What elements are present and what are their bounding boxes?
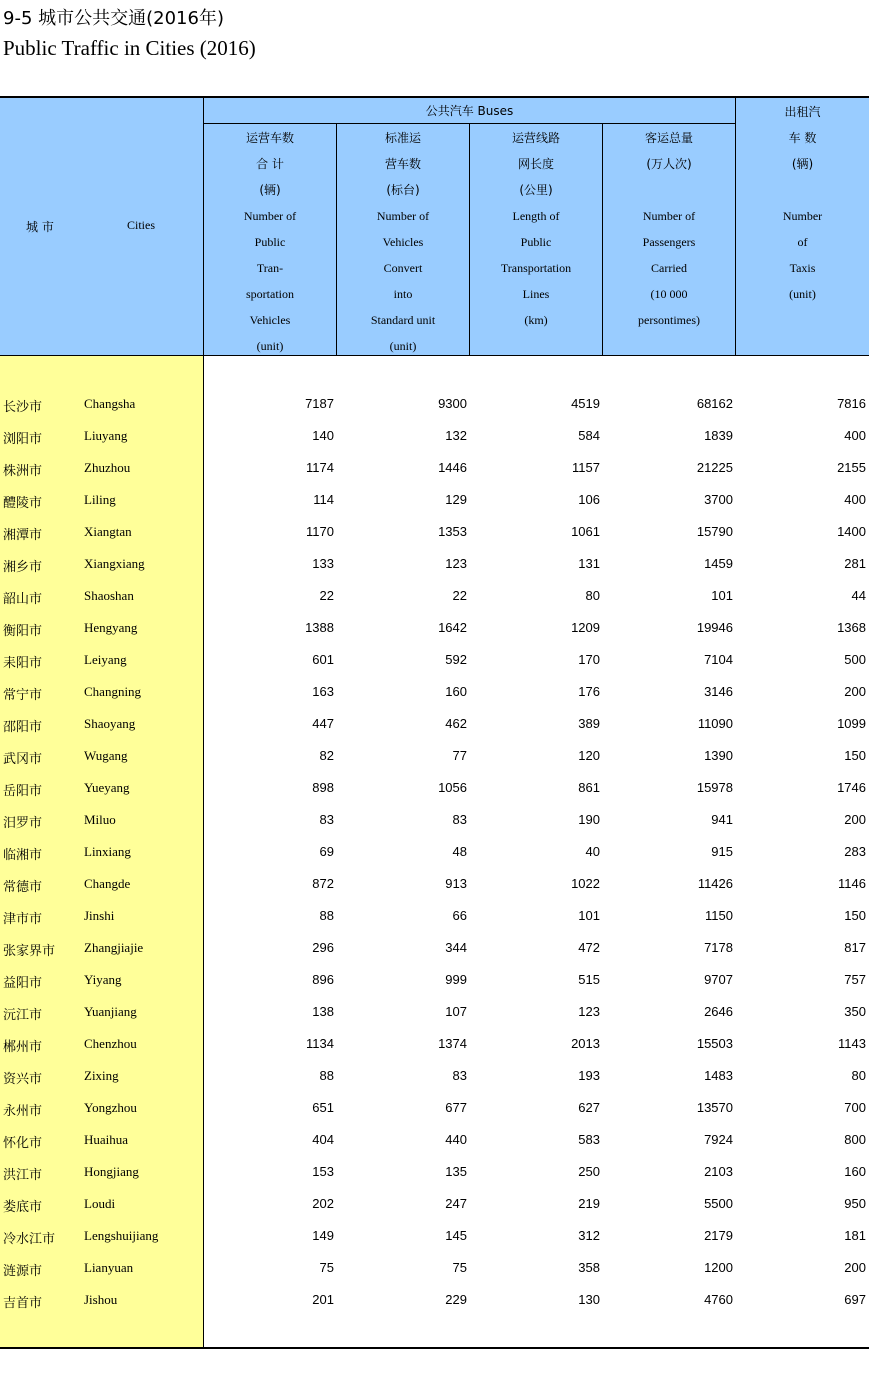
line-length-cell: 190 xyxy=(578,812,600,827)
city-name-cn: 常德市 xyxy=(3,880,43,895)
table-row xyxy=(0,645,869,677)
table-row xyxy=(0,837,869,869)
city-name-en: Zhangjiajie xyxy=(84,940,144,955)
line-length-cell: 80 xyxy=(585,588,600,603)
city-name-en: Zixing xyxy=(84,1068,119,1083)
table-row xyxy=(0,1093,869,1125)
table-row xyxy=(0,1061,869,1093)
header-line: (标台) xyxy=(386,183,420,197)
header-line: 标准运 xyxy=(384,131,421,145)
table-row xyxy=(0,485,869,517)
header-line: persontimes) xyxy=(638,313,700,327)
line-length-cell: 627 xyxy=(578,1100,600,1115)
passengers-cell: 1200 xyxy=(704,1260,733,1275)
city-name-en: Xiangxiang xyxy=(84,556,145,571)
standard-vehicles-cell: 107 xyxy=(445,1004,467,1019)
header-divider xyxy=(735,98,736,356)
city-name-cn: 常宁市 xyxy=(3,688,43,703)
header-line: sportation xyxy=(246,287,294,301)
city-name-en: Shaoshan xyxy=(84,588,134,603)
standard-vehicles-cell: 83 xyxy=(452,812,467,827)
header-line: Public xyxy=(254,235,286,249)
city-name-cn: 洪江市 xyxy=(3,1168,43,1183)
standard-vehicles-cell: 77 xyxy=(452,748,467,763)
vehicles-cell: 447 xyxy=(312,716,334,731)
city-name-cn: 冷水江市 xyxy=(3,1232,56,1247)
header-line: Number of xyxy=(376,209,430,223)
vehicles-cell: 1134 xyxy=(306,1036,334,1051)
table-header xyxy=(0,96,869,356)
city-name-cn: 津市市 xyxy=(3,912,43,927)
standard-vehicles-cell: 132 xyxy=(445,428,467,443)
city-name-en: Zhuzhou xyxy=(84,460,131,475)
table-bottom-rule xyxy=(0,1347,869,1349)
standard-vehicles-cell: 462 xyxy=(445,716,467,731)
table-row xyxy=(0,421,869,453)
header-line: Carried xyxy=(651,261,687,275)
city-name-en: Liuyang xyxy=(84,428,128,443)
vehicles-cell: 1174 xyxy=(306,460,334,475)
taxis-cell: 200 xyxy=(844,812,866,827)
header-line: (辆) xyxy=(791,157,814,171)
city-name-en: Xiangtan xyxy=(84,524,132,539)
taxis-cell: 400 xyxy=(844,428,866,443)
city-name-en: Leiyang xyxy=(84,652,127,667)
passengers-cell: 2103 xyxy=(704,1164,733,1179)
city-name-cn: 吉首市 xyxy=(3,1296,43,1311)
city-name-en: Wugang xyxy=(84,748,128,763)
line-length-cell: 358 xyxy=(578,1260,600,1275)
vehicles-cell: 133 xyxy=(312,556,334,571)
city-name-cn: 醴陵市 xyxy=(3,496,43,511)
passengers-cell: 3700 xyxy=(704,492,733,507)
city-name-cn: 岳阳市 xyxy=(3,784,43,799)
standard-vehicles-cell: 1446 xyxy=(438,460,467,475)
line-length-cell: 1209 xyxy=(571,620,600,635)
vehicles-cell: 404 xyxy=(312,1132,334,1147)
header-line: Length of xyxy=(512,209,560,223)
vehicles-cell: 202 xyxy=(312,1196,334,1211)
header-line xyxy=(603,177,735,203)
line-length-cell: 176 xyxy=(578,684,600,699)
city-name-en: Jinshi xyxy=(84,908,115,923)
standard-vehicles-cell: 592 xyxy=(445,652,467,667)
taxis-cell: 500 xyxy=(844,652,866,667)
standard-vehicles-cell: 9300 xyxy=(438,396,467,411)
standard-vehicles-cell: 1642 xyxy=(438,620,467,635)
passengers-cell: 101 xyxy=(711,588,733,603)
standard-vehicles-cell: 677 xyxy=(445,1100,467,1115)
header-city-en: Cities xyxy=(127,218,156,232)
standard-vehicles-cell: 123 xyxy=(445,556,467,571)
line-length-cell: 584 xyxy=(578,428,600,443)
table-row xyxy=(0,613,869,645)
table-row xyxy=(0,997,869,1029)
vehicles-cell: 75 xyxy=(319,1260,334,1275)
table-row xyxy=(0,1253,869,1285)
city-name-en: Changsha xyxy=(84,396,136,411)
taxis-cell: 1143 xyxy=(838,1036,866,1051)
header-divider xyxy=(602,124,603,356)
standard-vehicles-cell: 999 xyxy=(445,972,467,987)
vehicles-cell: 896 xyxy=(312,972,334,987)
line-length-cell: 131 xyxy=(578,556,600,571)
passengers-cell: 7178 xyxy=(704,940,733,955)
header-city-cn: 城 市 xyxy=(26,220,54,234)
vehicles-cell: 7187 xyxy=(305,396,334,411)
header-line: Standard unit xyxy=(370,313,436,327)
table-row xyxy=(0,389,869,421)
vehicles-cell: 138 xyxy=(312,1004,334,1019)
line-length-cell: 193 xyxy=(578,1068,600,1083)
passengers-cell: 5500 xyxy=(704,1196,733,1211)
vehicles-cell: 114 xyxy=(313,492,334,507)
table-row xyxy=(0,517,869,549)
line-length-cell: 170 xyxy=(578,652,600,667)
line-length-cell: 515 xyxy=(578,972,600,987)
line-length-cell: 389 xyxy=(578,716,600,731)
table-row xyxy=(0,1029,869,1061)
standard-vehicles-cell: 1056 xyxy=(438,780,467,795)
header-line: Taxis xyxy=(789,261,816,275)
city-name-cn: 浏阳市 xyxy=(3,432,43,447)
city-name-en: Huaihua xyxy=(84,1132,129,1147)
city-name-cn: 武冈市 xyxy=(3,752,43,767)
table-row xyxy=(0,901,869,933)
vehicles-cell: 88 xyxy=(319,1068,334,1083)
header-line: 车 数 xyxy=(788,131,817,145)
city-name-en: Yongzhou xyxy=(84,1100,137,1115)
city-name-en: Changde xyxy=(84,876,131,891)
header-line: Lines xyxy=(522,287,550,301)
table-row xyxy=(0,549,869,581)
passengers-cell: 1390 xyxy=(704,748,733,763)
header-col-line-length xyxy=(470,125,602,333)
passengers-cell: 11426 xyxy=(697,876,733,891)
standard-vehicles-cell: 1374 xyxy=(438,1036,467,1051)
taxis-cell: 160 xyxy=(844,1164,866,1179)
standard-vehicles-cell: 913 xyxy=(445,876,467,891)
taxis-cell: 400 xyxy=(844,492,866,507)
passengers-cell: 19946 xyxy=(696,620,733,635)
line-length-cell: 583 xyxy=(578,1132,600,1147)
passengers-cell: 4760 xyxy=(704,1292,733,1307)
header-line: 出租汽 xyxy=(784,105,821,119)
line-length-cell: 1022 xyxy=(571,876,600,891)
city-name-cn: 郴州市 xyxy=(3,1040,43,1055)
passengers-cell: 7104 xyxy=(704,652,733,667)
table-body xyxy=(0,389,869,1317)
header-col-taxis xyxy=(736,99,869,307)
city-name-cn: 衡阳市 xyxy=(3,624,43,639)
city-name-cn: 娄底市 xyxy=(3,1200,43,1215)
line-length-cell: 123 xyxy=(578,1004,600,1019)
header-col-vehicles xyxy=(204,125,336,359)
city-name-cn: 湘乡市 xyxy=(3,560,43,575)
taxis-cell: 200 xyxy=(844,684,866,699)
taxis-cell: 281 xyxy=(844,556,866,571)
page-title-en: Public Traffic in Cities (2016) xyxy=(3,36,256,60)
header-line: 运营线路 xyxy=(511,131,560,145)
city-name-cn: 邵阳市 xyxy=(3,720,43,735)
vehicles-cell: 88 xyxy=(319,908,334,923)
header-line: 运营车数 xyxy=(245,131,294,145)
table-row xyxy=(0,805,869,837)
passengers-cell: 11090 xyxy=(697,716,733,731)
city-name-en: Yuanjiang xyxy=(84,1004,137,1019)
city-name-cn: 益阳市 xyxy=(3,976,43,991)
passengers-cell: 2179 xyxy=(704,1228,733,1243)
vehicles-cell: 1388 xyxy=(305,620,334,635)
line-length-cell: 4519 xyxy=(571,396,600,411)
standard-vehicles-cell: 129 xyxy=(445,492,467,507)
taxis-cell: 1099 xyxy=(837,716,866,731)
city-name-cn: 湘潭市 xyxy=(3,528,43,543)
taxis-cell: 80 xyxy=(851,1068,866,1083)
city-name-cn: 涟源市 xyxy=(3,1264,43,1279)
city-name-en: Jishou xyxy=(84,1292,118,1307)
taxis-cell: 1746 xyxy=(837,780,866,795)
taxis-cell: 150 xyxy=(844,748,866,763)
taxis-cell: 7816 xyxy=(837,396,866,411)
passengers-cell: 9707 xyxy=(704,972,733,987)
city-name-cn: 沅江市 xyxy=(3,1008,43,1023)
taxis-cell: 800 xyxy=(844,1132,866,1147)
passengers-cell: 1839 xyxy=(704,428,733,443)
standard-vehicles-cell: 135 xyxy=(445,1164,467,1179)
line-length-cell: 312 xyxy=(578,1228,600,1243)
page-title-cn: 9-5 城市公共交通(2016年) xyxy=(3,8,224,29)
header-line: (unit) xyxy=(256,339,284,353)
taxis-cell: 2155 xyxy=(837,460,866,475)
header-line: (辆) xyxy=(259,183,281,197)
vehicles-cell: 651 xyxy=(312,1100,334,1115)
city-name-cn: 张家界市 xyxy=(3,944,56,959)
header-line: Transportation xyxy=(500,261,572,275)
taxis-cell: 181 xyxy=(844,1228,866,1243)
header-group-line xyxy=(203,123,736,124)
line-length-cell: 1061 xyxy=(571,524,600,539)
city-name-en: Hengyang xyxy=(84,620,138,635)
header-line: Vehicles xyxy=(249,313,291,327)
standard-vehicles-cell: 83 xyxy=(452,1068,467,1083)
city-name-en: Changning xyxy=(84,684,142,699)
passengers-cell: 15978 xyxy=(696,780,733,795)
header-line: Number of xyxy=(243,209,297,223)
vehicles-cell: 140 xyxy=(312,428,334,443)
header-line: of xyxy=(797,235,808,249)
header-line: (万人次) xyxy=(646,157,692,171)
taxis-cell: 44 xyxy=(851,588,866,603)
city-name-cn: 株洲市 xyxy=(3,464,43,479)
header-line: Tran- xyxy=(256,261,284,275)
city-name-cn: 永州市 xyxy=(3,1104,43,1119)
vehicles-cell: 601 xyxy=(312,652,334,667)
city-name-en: Yiyang xyxy=(84,972,122,987)
table-row xyxy=(0,453,869,485)
table-row xyxy=(0,1221,869,1253)
vehicles-cell: 83 xyxy=(319,812,334,827)
standard-vehicles-cell: 1353 xyxy=(438,524,467,539)
standard-vehicles-cell: 247 xyxy=(445,1196,467,1211)
table-row xyxy=(0,1157,869,1189)
city-name-cn: 汨罗市 xyxy=(3,816,43,831)
standard-vehicles-cell: 440 xyxy=(445,1132,467,1147)
line-length-cell: 130 xyxy=(578,1292,600,1307)
table-row xyxy=(0,1125,869,1157)
header-line: (unit) xyxy=(389,339,417,353)
vehicles-cell: 163 xyxy=(312,684,334,699)
table-row xyxy=(0,869,869,901)
line-length-cell: 120 xyxy=(578,748,600,763)
city-name-en: Chenzhou xyxy=(84,1036,137,1051)
passengers-cell: 7924 xyxy=(704,1132,733,1147)
table-row xyxy=(0,933,869,965)
line-length-cell: 2013 xyxy=(571,1036,600,1051)
city-name-en: Linxiang xyxy=(84,844,131,859)
taxis-cell: 757 xyxy=(844,972,866,987)
city-name-en: Lengshuijiang xyxy=(84,1228,159,1243)
standard-vehicles-cell: 22 xyxy=(452,588,467,603)
passengers-cell: 15503 xyxy=(696,1036,733,1051)
city-name-cn: 资兴市 xyxy=(3,1072,43,1087)
header-line: (公里) xyxy=(519,183,553,197)
vehicles-cell: 149 xyxy=(312,1228,334,1243)
city-name-en: Hongjiang xyxy=(84,1164,139,1179)
header-line xyxy=(736,177,869,203)
vehicles-cell: 296 xyxy=(312,940,334,955)
table-row xyxy=(0,581,869,613)
table-row xyxy=(0,741,869,773)
header-divider xyxy=(203,98,204,356)
taxis-cell: 1400 xyxy=(837,524,866,539)
vehicles-cell: 201 xyxy=(312,1292,334,1307)
table-row xyxy=(0,965,869,997)
header-col-passengers xyxy=(603,125,735,333)
table-row xyxy=(0,773,869,805)
vehicles-cell: 69 xyxy=(319,844,334,859)
line-length-cell: 861 xyxy=(578,780,600,795)
taxis-cell: 950 xyxy=(844,1196,866,1211)
passengers-cell: 941 xyxy=(711,812,733,827)
standard-vehicles-cell: 48 xyxy=(452,844,467,859)
header-line: 营车数 xyxy=(384,157,421,171)
passengers-cell: 1150 xyxy=(705,908,733,923)
header-line: 合 计 xyxy=(256,157,284,171)
passengers-cell: 3146 xyxy=(704,684,733,699)
city-name-cn: 怀化市 xyxy=(3,1136,43,1151)
passengers-cell: 915 xyxy=(711,844,733,859)
passengers-cell: 13570 xyxy=(696,1100,733,1115)
taxis-cell: 697 xyxy=(844,1292,866,1307)
taxis-cell: 700 xyxy=(844,1100,866,1115)
city-name-en: Lianyuan xyxy=(84,1260,134,1275)
taxis-cell: 200 xyxy=(844,1260,866,1275)
header-col-standard-vehicles xyxy=(337,125,469,359)
taxis-cell: 350 xyxy=(844,1004,866,1019)
header-divider xyxy=(336,124,337,356)
passengers-cell: 1459 xyxy=(704,556,733,571)
header-line: (km) xyxy=(524,313,548,327)
header-line: Passengers xyxy=(642,235,696,249)
vehicles-cell: 153 xyxy=(312,1164,334,1179)
standard-vehicles-cell: 344 xyxy=(445,940,467,955)
table-row xyxy=(0,677,869,709)
header-line: Number of xyxy=(642,209,696,223)
taxis-cell: 817 xyxy=(844,940,866,955)
city-name-en: Loudi xyxy=(84,1196,116,1211)
standard-vehicles-cell: 229 xyxy=(445,1292,467,1307)
table-row xyxy=(0,709,869,741)
header-buses-group: 公共汽车 Buses xyxy=(425,104,514,118)
taxis-cell: 1368 xyxy=(837,620,866,635)
line-length-cell: 250 xyxy=(578,1164,600,1179)
table-row xyxy=(0,1285,869,1317)
header-line: (unit) xyxy=(789,287,816,301)
vehicles-cell: 22 xyxy=(319,588,334,603)
table-row xyxy=(0,1189,869,1221)
city-name-cn: 长沙市 xyxy=(3,400,43,415)
line-length-cell: 219 xyxy=(578,1196,600,1211)
header-line: into xyxy=(393,287,413,301)
passengers-cell: 2646 xyxy=(704,1004,733,1019)
vehicles-cell: 82 xyxy=(319,748,334,763)
city-name-en: Shaoyang xyxy=(84,716,136,731)
standard-vehicles-cell: 160 xyxy=(445,684,467,699)
header-line: Vehicles xyxy=(382,235,424,249)
city-name-en: Yueyang xyxy=(84,780,130,795)
line-length-cell: 40 xyxy=(585,844,600,859)
line-length-cell: 106 xyxy=(578,492,600,507)
header-line: 客运总量 xyxy=(644,131,693,145)
line-length-cell: 101 xyxy=(578,908,600,923)
taxis-cell: 283 xyxy=(844,844,866,859)
city-name-cn: 韶山市 xyxy=(3,592,43,607)
passengers-cell: 21225 xyxy=(696,460,733,475)
line-length-cell: 1157 xyxy=(572,460,600,475)
line-length-cell: 472 xyxy=(578,940,600,955)
header-line: Number xyxy=(782,209,823,223)
passengers-cell: 1483 xyxy=(704,1068,733,1083)
standard-vehicles-cell: 75 xyxy=(452,1260,467,1275)
header-line: Convert xyxy=(383,261,423,275)
taxis-cell: 1146 xyxy=(838,876,866,891)
standard-vehicles-cell: 145 xyxy=(445,1228,467,1243)
city-name-en: Miluo xyxy=(84,812,116,827)
standard-vehicles-cell: 66 xyxy=(452,908,467,923)
city-name-cn: 临湘市 xyxy=(3,848,43,863)
header-line: (10 000 xyxy=(650,287,688,301)
passengers-cell: 15790 xyxy=(696,524,733,539)
vehicles-cell: 898 xyxy=(312,780,334,795)
city-name-cn: 耒阳市 xyxy=(3,656,43,671)
header-line: 网长度 xyxy=(517,157,554,171)
city-name-en: Liling xyxy=(84,492,116,507)
passengers-cell: 68162 xyxy=(696,396,733,411)
taxis-cell: 150 xyxy=(844,908,866,923)
header-line: Public xyxy=(520,235,552,249)
vehicles-cell: 872 xyxy=(312,876,334,891)
header-divider xyxy=(469,124,470,356)
vehicles-cell: 1170 xyxy=(306,524,334,539)
